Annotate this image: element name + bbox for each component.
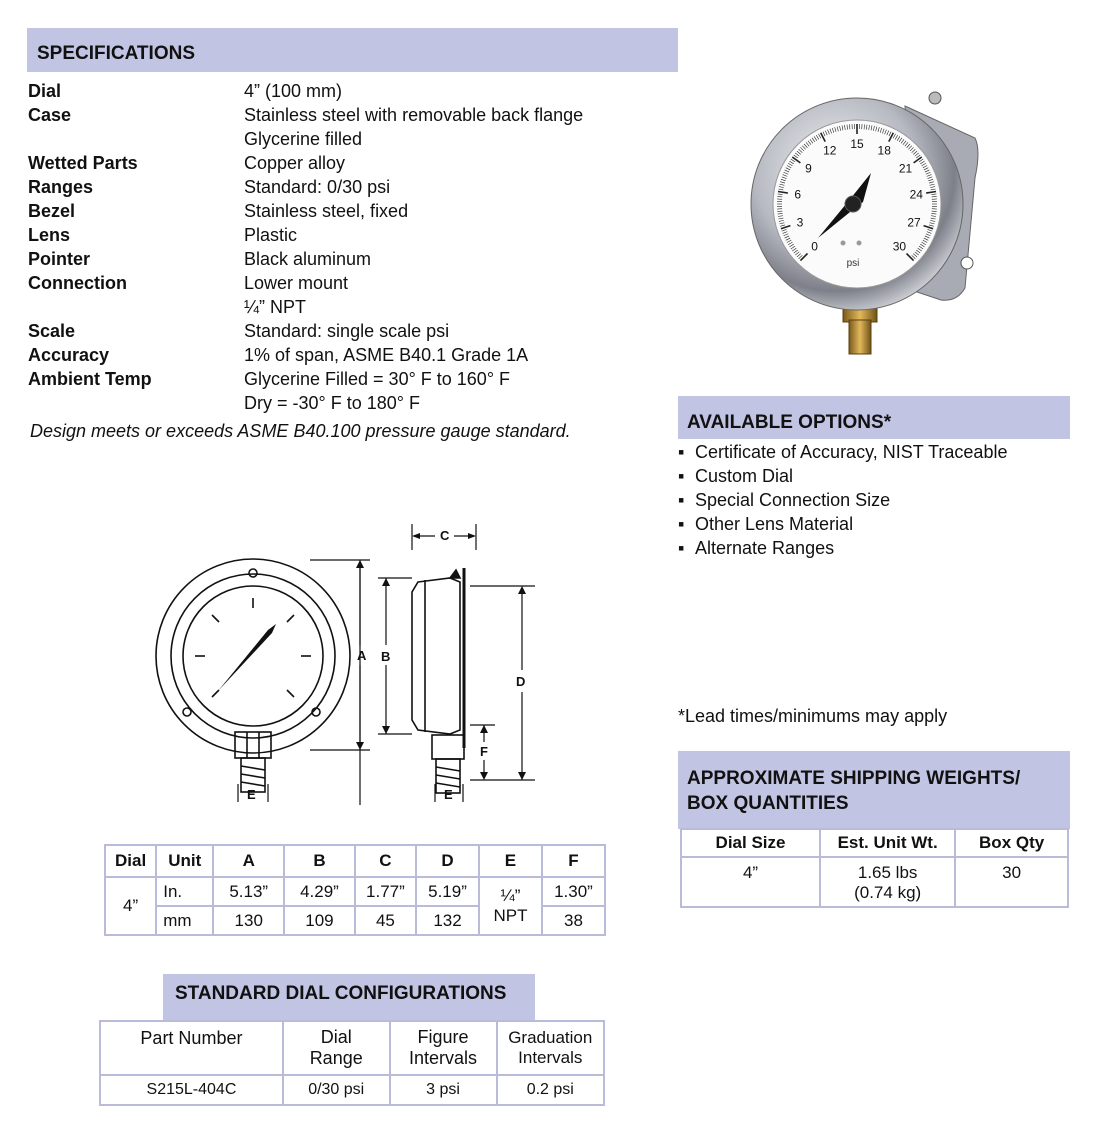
gauge-scale-label: 21 (898, 161, 913, 176)
gauge-scale-label: 6 (794, 187, 802, 202)
options-footnote: *Lead times/minimums may apply (678, 706, 948, 726)
specifications-header (27, 28, 678, 72)
option-item: ▪ Alternate Ranges (678, 538, 835, 558)
gauge-scale-label: 18 (877, 143, 891, 158)
drawing-label-a: A (357, 648, 367, 663)
gauge-scale-label: 24 (909, 187, 923, 202)
dimension-drawing (150, 520, 550, 810)
dimensions-row-mm: mm 130 109 45 132 38 (105, 906, 605, 935)
gauge-scale-label: 9 (805, 161, 812, 176)
drawing-label-d: D (516, 674, 526, 689)
shipping-table (680, 828, 1069, 908)
dimensions-table (104, 844, 606, 936)
options-title: AVAILABLE OPTIONS* (687, 412, 892, 433)
option-item: ▪ Other Lens Material (678, 514, 854, 534)
e-value-top: ¼” (500, 886, 521, 905)
front-view (156, 559, 350, 792)
shipping-header-row: Dial Size Est. Unit Wt. Box Qty (681, 829, 1068, 857)
dimensions-row-inches: 4” In. 5.13” 4.29” 1.77” 5.19” ¼” NPT 1.30” (105, 877, 605, 906)
side-view (412, 568, 464, 793)
gauge-unit-label: psi (846, 258, 860, 269)
drawing-label-f: F (480, 744, 488, 759)
gauge-pointer-hub (845, 196, 861, 212)
specifications-title: SPECIFICATIONS (37, 43, 195, 64)
dimensions-header-row: Dial Unit A B C D E F (105, 845, 605, 877)
gauge-scale-label: 27 (907, 215, 921, 230)
drawing-pointer (218, 624, 276, 691)
specifications-note: Design meets or exceeds ASME B40.100 pressure gauge standard. (30, 421, 571, 441)
options-header (678, 396, 1070, 439)
gauge-scale-label: 0 (811, 239, 818, 254)
configurations-row: S215L-404C 0/30 psi 3 psi 0.2 psi (100, 1075, 604, 1105)
shipping-row: 4” 1.65 lbs (0.74 kg) 30 (681, 857, 1068, 907)
e-value-bottom: NPT (493, 906, 528, 925)
configurations-header-row: Part Number Dial Range Figure Intervals Graduation Intervals (100, 1021, 604, 1075)
gauge-scale-label: 12 (823, 143, 837, 158)
option-item: ▪ Special Connection Size (678, 490, 891, 510)
brass-thread (849, 320, 871, 354)
drawing-label-c: C (440, 528, 450, 543)
gauge-scale-label: 3 (796, 215, 804, 230)
configurations-title: STANDARD DIAL CONFIGURATIONS (175, 983, 507, 1004)
drawing-label-e-front: E (247, 787, 256, 802)
option-item: ▪ Certificate of Accuracy, NIST Traceable (678, 442, 1008, 462)
gauge-scale-label: 15 (850, 137, 864, 151)
shipping-title-line2: BOX QUANTITIES (687, 793, 849, 814)
configurations-header (163, 974, 535, 1020)
shipping-title-line1: APPROXIMATE SHIPPING WEIGHTS/ (687, 768, 1021, 789)
dimension-lines (238, 524, 535, 805)
drawing-label-b: B (381, 649, 391, 664)
option-item: ▪ Custom Dial (678, 466, 794, 486)
configurations-table (99, 1020, 605, 1106)
shipping-header (678, 751, 1070, 829)
gauge-scale-label: 30 (892, 239, 907, 254)
gauge-photo (745, 88, 985, 363)
drawing-label-e-side: E (444, 787, 453, 802)
